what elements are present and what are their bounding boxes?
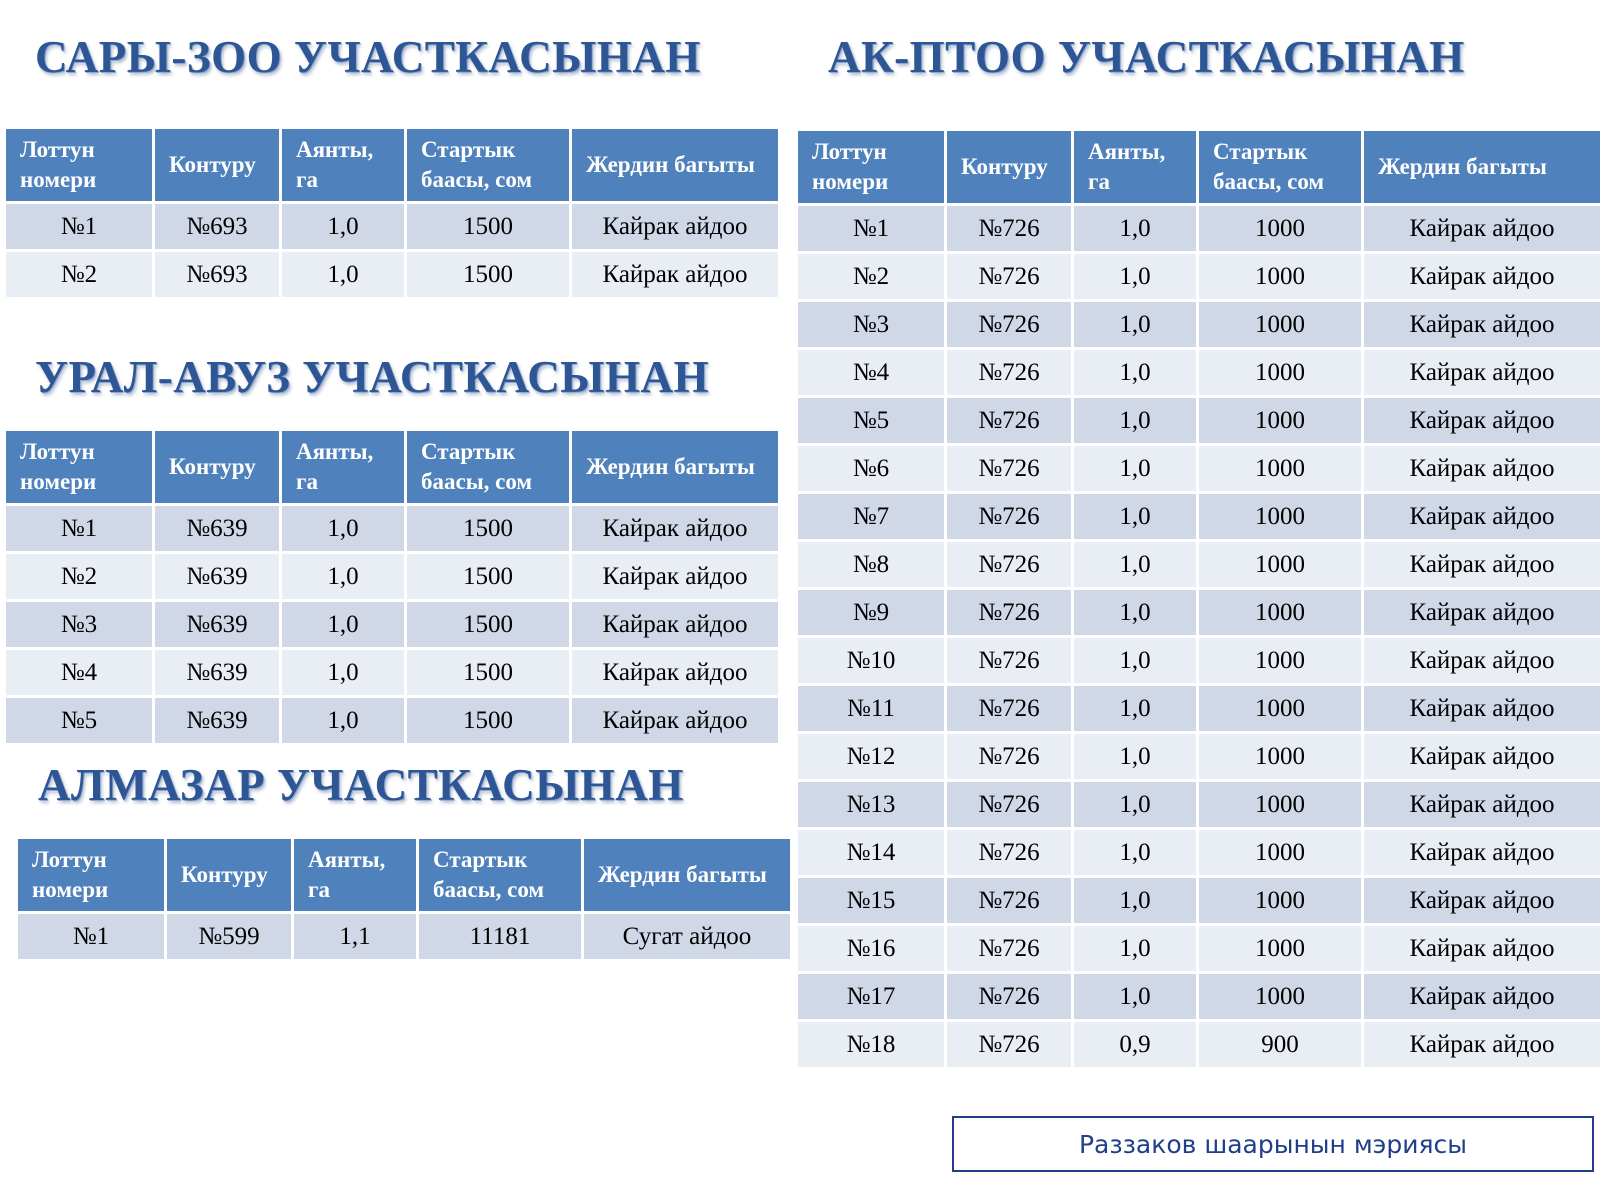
table-cell: 1,0 xyxy=(1074,350,1196,395)
column-header: Аянты, га xyxy=(1074,131,1196,203)
table-cell: №2 xyxy=(6,252,152,297)
table-cell: 1,0 xyxy=(1074,830,1196,875)
section-title: АЛМАЗАР УЧАСТКАСЫНАН xyxy=(38,760,684,810)
table-cell: №5 xyxy=(6,698,152,743)
table-cell: №726 xyxy=(947,494,1071,539)
table-cell: Кайрак айдоо xyxy=(572,554,778,599)
table-cell: 1,0 xyxy=(1074,974,1196,1019)
table-header-row xyxy=(18,839,790,911)
table-cell: №2 xyxy=(6,554,152,599)
table-cell: №726 xyxy=(947,254,1071,299)
table-cell: Кайрак айдоо xyxy=(572,506,778,551)
table-cell: 1,0 xyxy=(1074,398,1196,443)
section-title: АК-ПТОО УЧАСТКАСЫНАН xyxy=(828,32,1465,82)
table-cell: №1 xyxy=(6,204,152,249)
table-cell: 1,0 xyxy=(282,554,404,599)
table-header-row xyxy=(6,129,778,201)
table-cell: 1,0 xyxy=(1074,302,1196,347)
table-cell: 1,0 xyxy=(1074,638,1196,683)
table-row xyxy=(798,542,1600,587)
column-header: Жердин багыты xyxy=(584,839,790,911)
table-cell: №726 xyxy=(947,734,1071,779)
table-cell: 1,0 xyxy=(282,252,404,297)
column-header: Аянты, га xyxy=(282,129,404,201)
table-cell: Кайрак айдоо xyxy=(1364,350,1600,395)
table-cell: 1500 xyxy=(407,602,569,647)
table-cell: 1,0 xyxy=(282,650,404,695)
column-header: Аянты, га xyxy=(294,839,416,911)
table-cell: 1500 xyxy=(407,698,569,743)
column-header: Контуру xyxy=(167,839,291,911)
table-row xyxy=(6,602,778,647)
table-cell: 1500 xyxy=(407,204,569,249)
table-cell: 1000 xyxy=(1199,590,1361,635)
table-cell: №17 xyxy=(798,974,944,1019)
table-cell: №1 xyxy=(18,914,164,959)
table-cell: 1000 xyxy=(1199,638,1361,683)
column-header: Контуру xyxy=(155,129,279,201)
table-cell: №3 xyxy=(6,602,152,647)
column-header: Контуру xyxy=(947,131,1071,203)
footer-label: Раззаков шаарынын мэриясы xyxy=(952,1116,1594,1172)
table-cell: Кайрак айдоо xyxy=(1364,734,1600,779)
table-row xyxy=(6,698,778,743)
table-cell: №4 xyxy=(6,650,152,695)
table-cell: №3 xyxy=(798,302,944,347)
table-header-row xyxy=(798,131,1600,203)
table-cell: 1000 xyxy=(1199,254,1361,299)
column-header: Лоттун номери xyxy=(6,129,152,201)
table-cell: №726 xyxy=(947,686,1071,731)
table-cell: Кайрак айдоо xyxy=(1364,782,1600,827)
section-title: УРАЛ-АВУЗ УЧАСТКАСЫНАН xyxy=(35,352,709,402)
table-cell: №11 xyxy=(798,686,944,731)
table-cell: 1,0 xyxy=(1074,734,1196,779)
column-header: Жердин багыты xyxy=(572,431,778,503)
column-header: Стартык баасы, сом xyxy=(1199,131,1361,203)
table-cell: Кайрак айдоо xyxy=(572,698,778,743)
table-cell: №9 xyxy=(798,590,944,635)
table-cell: 1000 xyxy=(1199,206,1361,251)
column-header: Стартык баасы, сом xyxy=(407,431,569,503)
section-title: САРЫ-ЗОО УЧАСТКАСЫНАН xyxy=(35,32,701,82)
table-cell: №13 xyxy=(798,782,944,827)
table-cell: №639 xyxy=(155,698,279,743)
table-cell: Кайрак айдоо xyxy=(1364,206,1600,251)
table-cell: 1500 xyxy=(407,252,569,297)
table-cell: 11181 xyxy=(419,914,581,959)
table-row xyxy=(6,506,778,551)
table-cell: №726 xyxy=(947,542,1071,587)
table-cell: №639 xyxy=(155,506,279,551)
table-cell: 1000 xyxy=(1199,974,1361,1019)
table-cell: №14 xyxy=(798,830,944,875)
table-row xyxy=(798,878,1600,923)
table-row xyxy=(6,650,778,695)
table-cell: №15 xyxy=(798,878,944,923)
table-cell: №4 xyxy=(798,350,944,395)
table-cell: 1500 xyxy=(407,506,569,551)
table-cell: №6 xyxy=(798,446,944,491)
table-cell: 1,0 xyxy=(282,602,404,647)
table-cell: 1,0 xyxy=(282,204,404,249)
table-cell: №1 xyxy=(6,506,152,551)
table-cell: 1000 xyxy=(1199,350,1361,395)
table-cell: 0,9 xyxy=(1074,1022,1196,1067)
table-cell: 1000 xyxy=(1199,734,1361,779)
table-row xyxy=(798,590,1600,635)
table-row xyxy=(798,302,1600,347)
table-row xyxy=(798,206,1600,251)
table-cell: 900 xyxy=(1199,1022,1361,1067)
table-cell: Кайрак айдоо xyxy=(1364,686,1600,731)
column-header: Лоттун номери xyxy=(18,839,164,911)
table-cell: №726 xyxy=(947,926,1071,971)
table-cell: №5 xyxy=(798,398,944,443)
table-row xyxy=(798,494,1600,539)
table-cell: Кайрак айдоо xyxy=(1364,398,1600,443)
table-cell: 1000 xyxy=(1199,782,1361,827)
table-cell: 1000 xyxy=(1199,878,1361,923)
table-cell: №726 xyxy=(947,590,1071,635)
table-row xyxy=(18,914,790,959)
lot-table xyxy=(795,128,1600,1070)
table-cell: 1000 xyxy=(1199,926,1361,971)
column-header: Жердин багыты xyxy=(572,129,778,201)
table-cell: 1,0 xyxy=(1074,686,1196,731)
table-cell: 1500 xyxy=(407,650,569,695)
table-cell: 1,1 xyxy=(294,914,416,959)
table-row xyxy=(798,782,1600,827)
table-row xyxy=(6,204,778,249)
lot-table xyxy=(3,126,781,300)
table-cell: №693 xyxy=(155,252,279,297)
lot-table xyxy=(3,428,781,746)
table-cell: Кайрак айдоо xyxy=(572,204,778,249)
table-cell: №726 xyxy=(947,206,1071,251)
table-cell: Кайрак айдоо xyxy=(572,252,778,297)
table-row xyxy=(6,554,778,599)
table-cell: Кайрак айдоо xyxy=(572,602,778,647)
table-cell: №8 xyxy=(798,542,944,587)
table-cell: 1500 xyxy=(407,554,569,599)
table-cell: №726 xyxy=(947,446,1071,491)
table-cell: №16 xyxy=(798,926,944,971)
table-cell: 1,0 xyxy=(1074,782,1196,827)
table-cell: №726 xyxy=(947,638,1071,683)
table-cell: Кайрак айдоо xyxy=(1364,1022,1600,1067)
table-row xyxy=(798,734,1600,779)
table-cell: №18 xyxy=(798,1022,944,1067)
table-cell: №693 xyxy=(155,204,279,249)
table-cell: Кайрак айдоо xyxy=(1364,878,1600,923)
table-cell: №726 xyxy=(947,782,1071,827)
table-cell: Кайрак айдоо xyxy=(1364,974,1600,1019)
table-cell: 1,0 xyxy=(1074,926,1196,971)
column-header: Лоттун номери xyxy=(6,431,152,503)
column-header: Аянты, га xyxy=(282,431,404,503)
column-header: Стартык баасы, сом xyxy=(419,839,581,911)
table-row xyxy=(798,638,1600,683)
table-cell: Кайрак айдоо xyxy=(1364,590,1600,635)
table-cell: 1,0 xyxy=(1074,878,1196,923)
table-cell: №726 xyxy=(947,974,1071,1019)
table-cell: №726 xyxy=(947,1022,1071,1067)
table-cell: 1000 xyxy=(1199,830,1361,875)
column-header: Лоттун номери xyxy=(798,131,944,203)
table-cell: 1,0 xyxy=(1074,206,1196,251)
table-cell: 1,0 xyxy=(1074,446,1196,491)
table-cell: Кайрак айдоо xyxy=(1364,830,1600,875)
table-cell: 1000 xyxy=(1199,446,1361,491)
table-cell: 1,0 xyxy=(1074,542,1196,587)
table-cell: №1 xyxy=(798,206,944,251)
table-cell: 1,0 xyxy=(1074,254,1196,299)
table-cell: №10 xyxy=(798,638,944,683)
table-cell: Кайрак айдоо xyxy=(1364,446,1600,491)
table-cell: 1,0 xyxy=(1074,590,1196,635)
table-row xyxy=(6,252,778,297)
table-cell: Сугат айдоо xyxy=(584,914,790,959)
table-cell: №599 xyxy=(167,914,291,959)
table-row xyxy=(798,350,1600,395)
table-cell: №726 xyxy=(947,350,1071,395)
table-cell: №2 xyxy=(798,254,944,299)
table-header-row xyxy=(6,431,778,503)
column-header: Жердин багыты xyxy=(1364,131,1600,203)
table-cell: №726 xyxy=(947,302,1071,347)
column-header: Стартык баасы, сом xyxy=(407,129,569,201)
table-row xyxy=(798,398,1600,443)
table-cell: №726 xyxy=(947,398,1071,443)
table-cell: №726 xyxy=(947,830,1071,875)
table-row xyxy=(798,974,1600,1019)
column-header: Контуру xyxy=(155,431,279,503)
table-row xyxy=(798,446,1600,491)
table-cell: 1000 xyxy=(1199,398,1361,443)
table-cell: Кайрак айдоо xyxy=(1364,302,1600,347)
table-cell: Кайрак айдоо xyxy=(1364,926,1600,971)
table-row xyxy=(798,686,1600,731)
table-cell: 1000 xyxy=(1199,494,1361,539)
table-row xyxy=(798,926,1600,971)
table-cell: №12 xyxy=(798,734,944,779)
table-cell: №639 xyxy=(155,554,279,599)
table-cell: Кайрак айдоо xyxy=(1364,542,1600,587)
table-cell: №639 xyxy=(155,650,279,695)
table-cell: №7 xyxy=(798,494,944,539)
table-cell: №726 xyxy=(947,878,1071,923)
table-row xyxy=(798,830,1600,875)
lot-table xyxy=(15,836,793,962)
table-row xyxy=(798,1022,1600,1067)
table-cell: №639 xyxy=(155,602,279,647)
table-cell: 1,0 xyxy=(1074,494,1196,539)
table-cell: 1000 xyxy=(1199,542,1361,587)
table-cell: 1000 xyxy=(1199,302,1361,347)
table-cell: Кайрак айдоо xyxy=(1364,638,1600,683)
table-row xyxy=(798,254,1600,299)
table-cell: 1,0 xyxy=(282,506,404,551)
table-cell: 1,0 xyxy=(282,698,404,743)
table-cell: Кайрак айдоо xyxy=(1364,254,1600,299)
table-cell: Кайрак айдоо xyxy=(1364,494,1600,539)
table-cell: 1000 xyxy=(1199,686,1361,731)
table-cell: Кайрак айдоо xyxy=(572,650,778,695)
